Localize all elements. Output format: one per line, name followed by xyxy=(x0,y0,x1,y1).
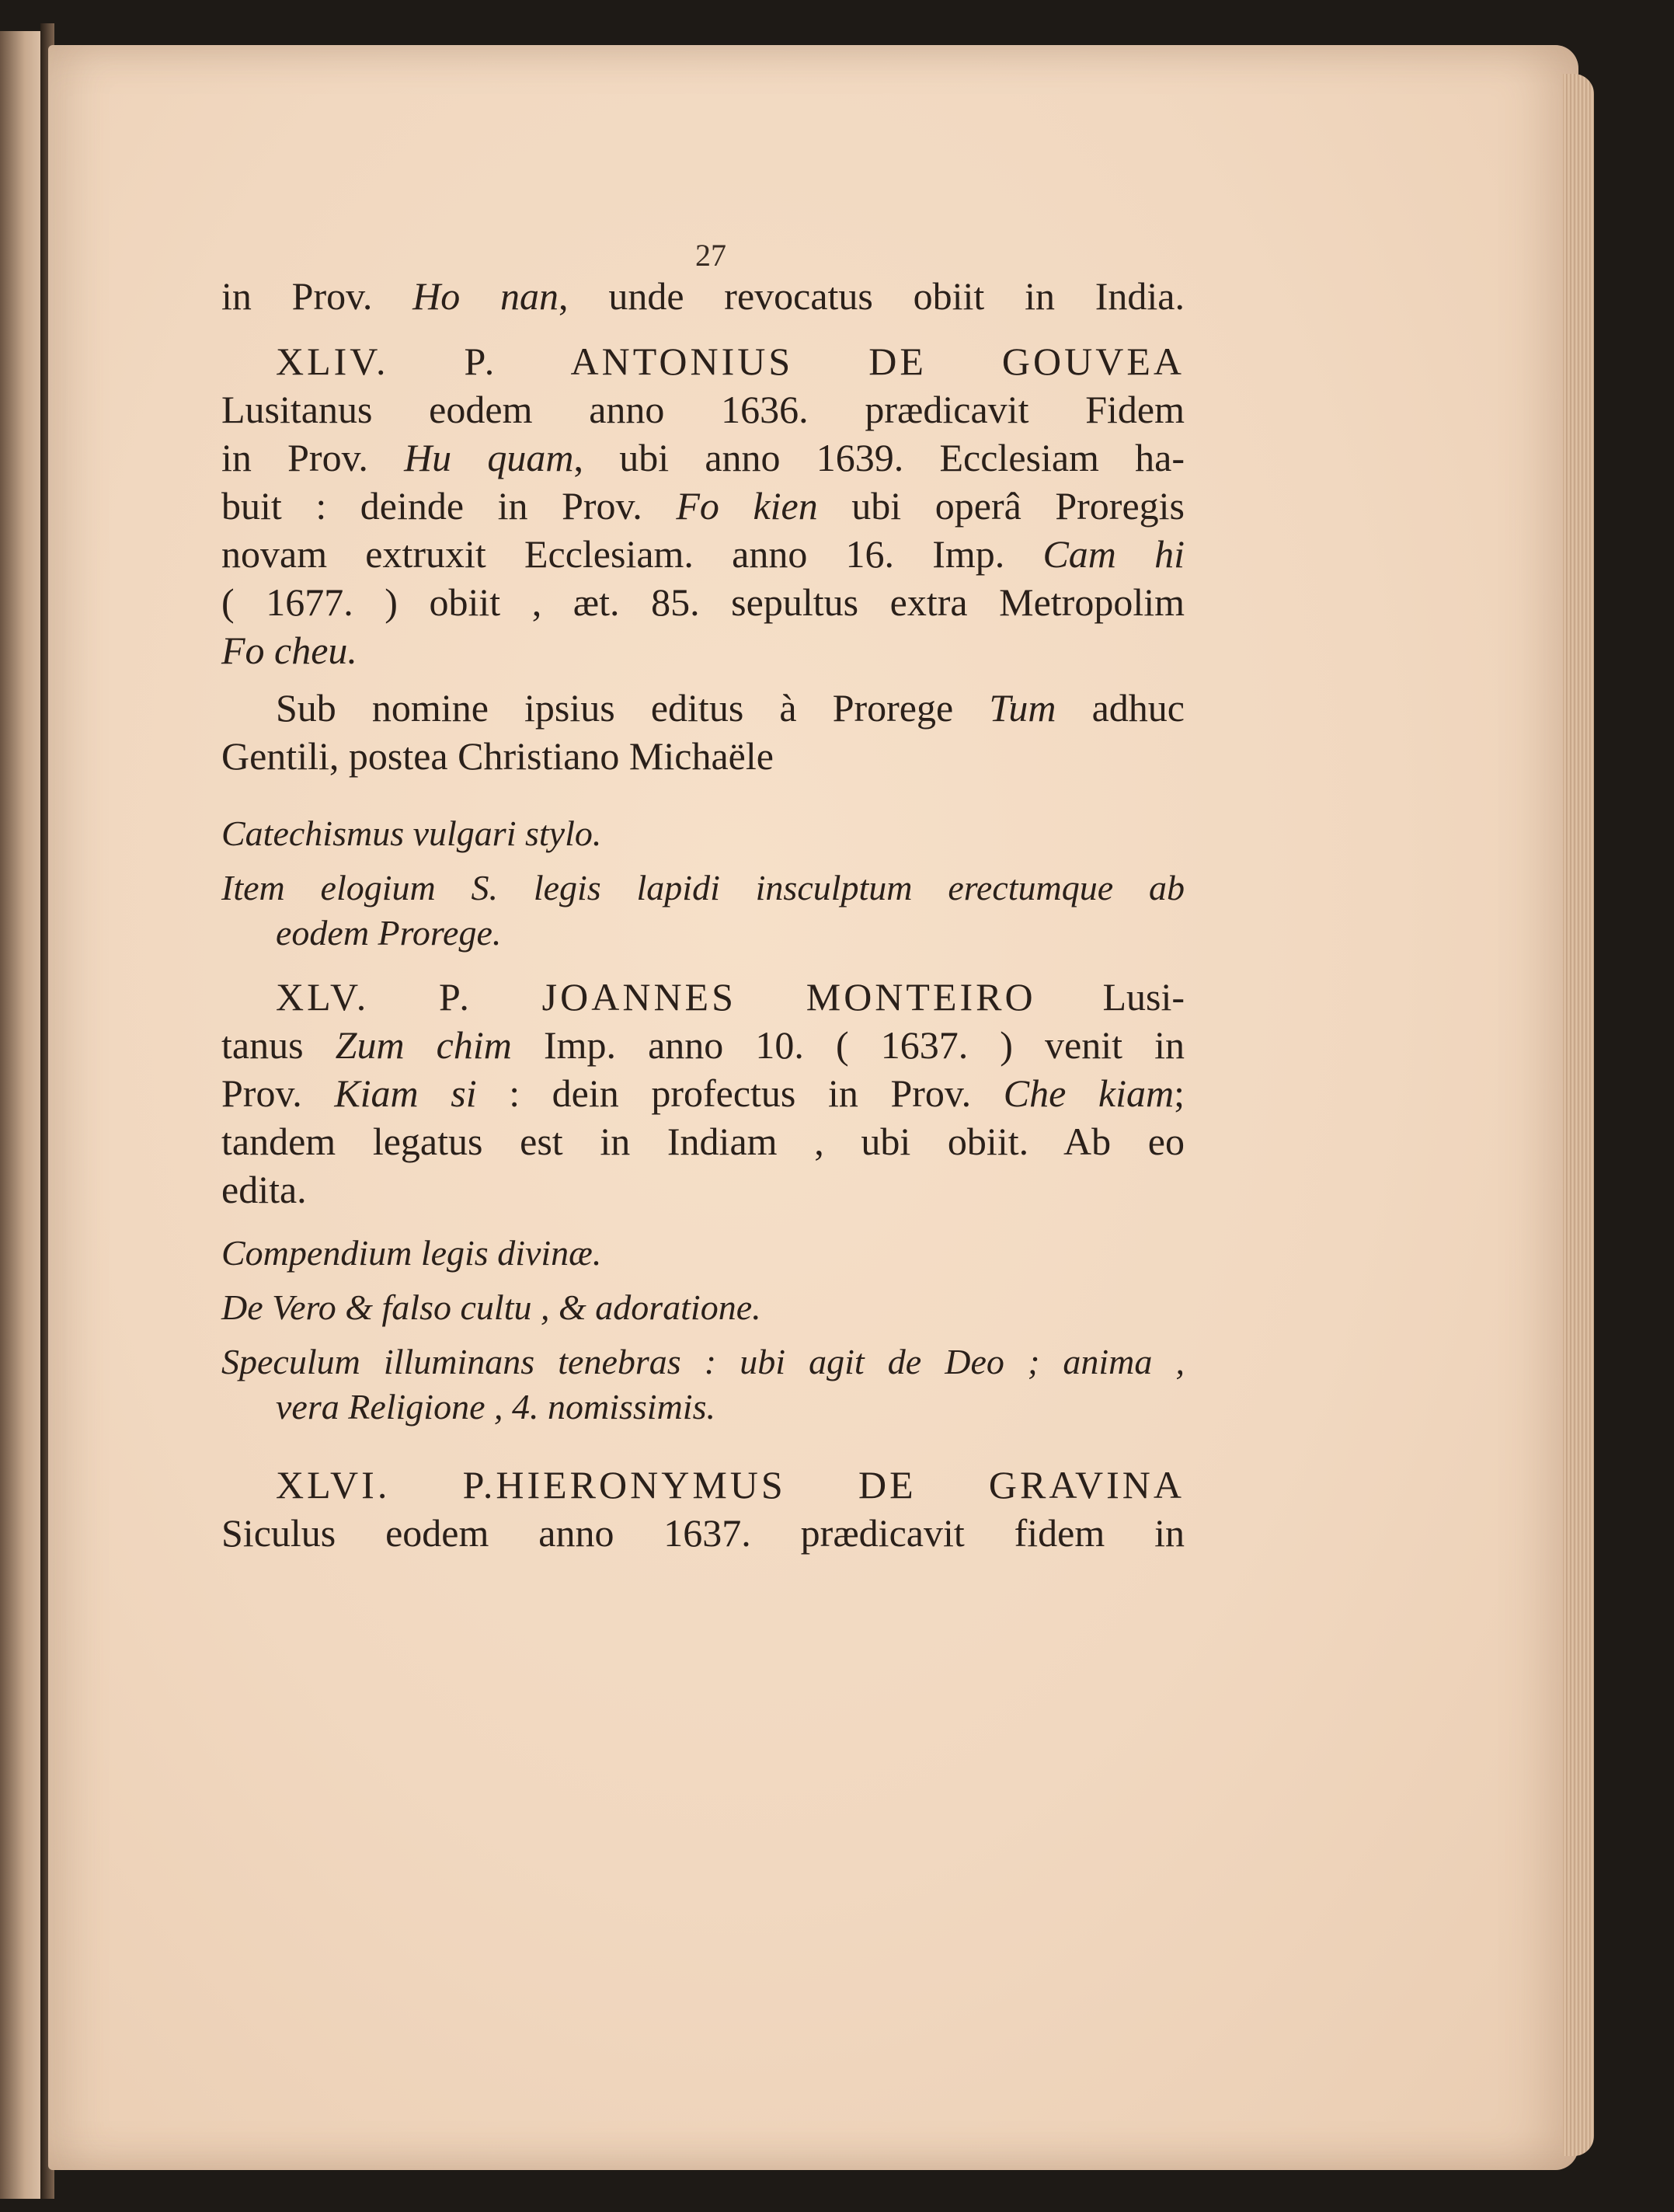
text-line: in Prov. Hu quam, ubi anno 1639. Ecclesiam ha- xyxy=(221,436,1185,479)
text-line: novam extruxit Ecclesiam. anno 16. Imp. Cam hi xyxy=(221,532,1185,576)
text-line: tandem legatus est in Indiam , ubi obiit. Ab eo xyxy=(221,1120,1185,1163)
entry-xliv xyxy=(221,337,1185,674)
page-number: 27 xyxy=(695,238,726,273)
page-text xyxy=(221,233,1185,1557)
text-line: tanus Zum chim Imp. anno 10. ( 1637. ) venit in xyxy=(221,1023,1185,1067)
text-line: Fo cheu. xyxy=(221,629,357,672)
text-line: ( 1677. ) obiit , æt. 85. sepultus extra Metropolim xyxy=(221,580,1185,624)
text-line: Siculus eodem anno 1637. prædicavit fidem in xyxy=(221,1511,1185,1555)
left-page-edge xyxy=(0,31,45,2199)
entry-heading: XLIV. P. ANTONIUS DE GOUVEA xyxy=(276,340,1185,383)
paragraph-sub-nomine xyxy=(221,684,1185,780)
bibliography-item: Speculum illuminans tenebras : ubi agit de Deo ; anima , vera Religione , 4. nomissimis. xyxy=(221,1342,1185,1426)
text-line: Gentili, postea Christiano Michaële xyxy=(221,734,774,778)
entry-xlv xyxy=(221,973,1185,1214)
text-line: buit : deinde in Prov. Fo kien ubi operâ Proregis xyxy=(221,484,1185,528)
text-line: in Prov. Ho nan, unde revocatus obiit in India. xyxy=(221,274,1185,318)
bibliography-item: Item elogium S. legis lapidi insculptum erectumque ab eodem Prorege. xyxy=(221,868,1185,953)
bibliography-list xyxy=(221,811,1185,956)
bibliography-item: De Vero & falso cultu , & adoratione. xyxy=(221,1287,761,1327)
entry-heading: XLV. P. JOANNES MONTEIRO Lusi- xyxy=(276,975,1185,1019)
bibliography-item: Compendium legis divinæ. xyxy=(221,1233,602,1273)
bibliography-list xyxy=(221,1231,1185,1430)
text-line: Lusitanus eodem anno 1636. prædicavit Fidem xyxy=(221,388,1185,431)
bibliography-item: Catechismus vulgari stylo. xyxy=(221,813,602,853)
text-line: Prov. Kiam si : dein profectus in Prov. Che kiam; xyxy=(221,1071,1185,1115)
page-stack-edge xyxy=(1563,74,1594,2156)
entry-heading: XLVI. P.HIERONYMUS DE GRAVINA xyxy=(276,1463,1185,1507)
entry-xlvi xyxy=(221,1461,1185,1557)
text-line: Sub nomine ipsius editus à Prorege Tum adhuc xyxy=(276,686,1185,730)
text-line: edita. xyxy=(221,1168,307,1211)
